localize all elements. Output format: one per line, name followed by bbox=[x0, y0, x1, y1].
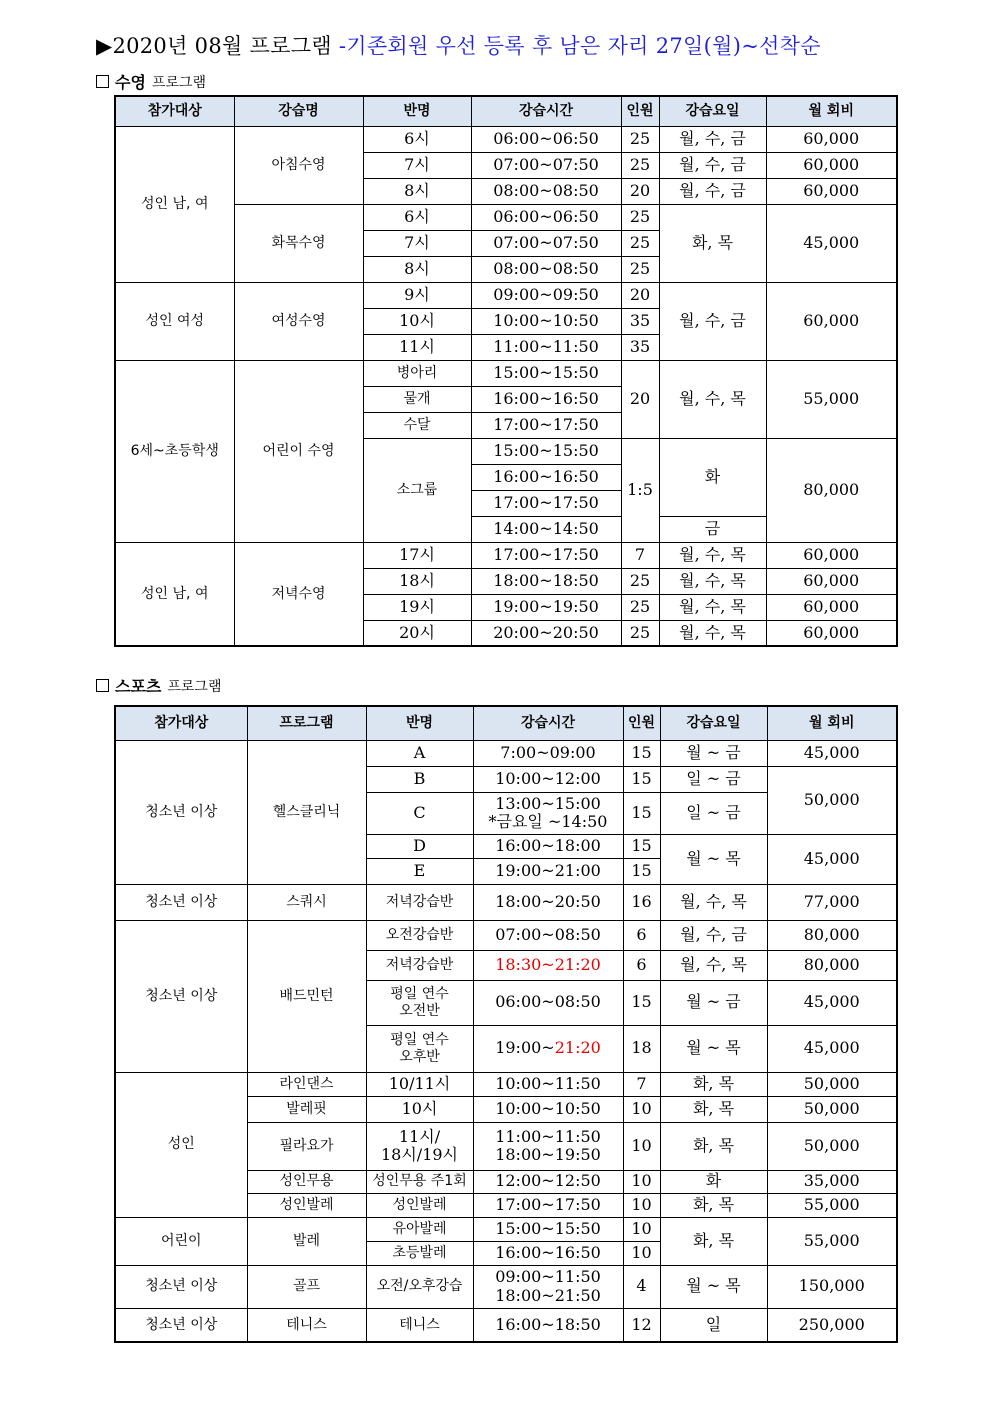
fee-cell: 250,000 bbox=[767, 1308, 897, 1342]
capacity-cell: 25 bbox=[621, 620, 659, 646]
class-cell: A bbox=[366, 740, 473, 766]
time-cell: 17:00~17:50 bbox=[471, 412, 621, 438]
sports-section-title bbox=[96, 674, 221, 697]
fee-cell: 60,000 bbox=[766, 126, 897, 152]
capacity-cell: 16 bbox=[623, 884, 660, 920]
capacity-cell: 1:5 bbox=[621, 438, 659, 542]
capacity-cell: 4 bbox=[623, 1265, 660, 1308]
days-cell: 화, 목 bbox=[660, 1193, 767, 1217]
header-cell: 월 회비 bbox=[766, 96, 897, 126]
time-cell: 19:00~19:50 bbox=[471, 594, 621, 620]
time-cell: 16:00~16:50 bbox=[473, 1241, 623, 1265]
capacity-cell: 15 bbox=[623, 834, 660, 858]
class-cell bbox=[366, 1122, 473, 1170]
fee-cell: 60,000 bbox=[766, 568, 897, 594]
fee-cell: 45,000 bbox=[767, 980, 897, 1025]
class-cell: 6시 bbox=[363, 126, 471, 152]
header-cell: 반명 bbox=[366, 706, 473, 740]
capacity-cell: 25 bbox=[621, 230, 659, 256]
capacity-cell: 7 bbox=[623, 1072, 660, 1096]
class-cell: 테니스 bbox=[366, 1308, 473, 1342]
class-cell: 18시 bbox=[363, 568, 471, 594]
class-cell: 11시 bbox=[363, 334, 471, 360]
target-cell: 성인 남, 여 bbox=[115, 542, 234, 646]
fee-cell: 45,000 bbox=[767, 834, 897, 884]
fee-cell: 60,000 bbox=[766, 542, 897, 568]
days-cell: 월, 수, 금 bbox=[659, 178, 766, 204]
time-cell: 15:00~15:50 bbox=[471, 438, 621, 464]
fee-cell: 80,000 bbox=[767, 920, 897, 950]
fee-cell: 77,000 bbox=[767, 884, 897, 920]
time-cell: 10:00~11:50 bbox=[473, 1072, 623, 1096]
target-cell: 청소년 이상 bbox=[115, 1308, 247, 1342]
table-row bbox=[115, 1072, 897, 1096]
program-cell: 여성수영 bbox=[234, 282, 363, 360]
time-cell bbox=[473, 1025, 623, 1072]
time-cell: 07:00~08:50 bbox=[473, 920, 623, 950]
target-cell: 성인 여성 bbox=[115, 282, 234, 360]
fee-cell: 45,000 bbox=[766, 204, 897, 282]
class-cell: C bbox=[366, 792, 473, 834]
class-cell bbox=[366, 980, 473, 1025]
class-cell: 20시 bbox=[363, 620, 471, 646]
table-row bbox=[115, 126, 897, 152]
program-cell: 필라요가 bbox=[247, 1122, 366, 1170]
capacity-cell: 20 bbox=[621, 360, 659, 438]
table-header-row bbox=[115, 706, 897, 740]
fee-cell: 50,000 bbox=[767, 1096, 897, 1122]
class-cell: 수달 bbox=[363, 412, 471, 438]
arrow-icon: ▶ bbox=[96, 34, 113, 58]
table-row bbox=[115, 1308, 897, 1342]
time-cell: 06:00~06:50 bbox=[471, 204, 621, 230]
header-cell: 강습요일 bbox=[659, 96, 766, 126]
days-cell: 일 bbox=[660, 1308, 767, 1342]
program-cell: 발레 bbox=[247, 1217, 366, 1265]
table-header-row bbox=[115, 96, 897, 126]
days-cell: 월, 수, 목 bbox=[660, 950, 767, 980]
capacity-cell: 15 bbox=[623, 740, 660, 766]
class-cell: 10시 bbox=[366, 1096, 473, 1122]
time-cell: 16:00~16:50 bbox=[471, 464, 621, 490]
time-cell: 17:00~17:50 bbox=[471, 542, 621, 568]
days-cell: 화, 목 bbox=[660, 1217, 767, 1265]
class-cell: 17시 bbox=[363, 542, 471, 568]
program-cell: 저녁수영 bbox=[234, 542, 363, 646]
class-line: 평일 연수 bbox=[390, 1032, 449, 1049]
time-cell: 12:00~12:50 bbox=[473, 1170, 623, 1193]
days-cell: 화, 목 bbox=[659, 204, 766, 282]
table-row bbox=[115, 920, 897, 950]
days-cell: 월 ~ 목 bbox=[660, 1265, 767, 1308]
table-row bbox=[115, 282, 897, 308]
class-cell: E bbox=[366, 858, 473, 884]
days-cell: 월, 수, 금 bbox=[659, 282, 766, 360]
class-cell: 저녁강습반 bbox=[366, 884, 473, 920]
fee-cell: 60,000 bbox=[766, 620, 897, 646]
target-cell: 성인 bbox=[115, 1072, 247, 1217]
capacity-cell: 10 bbox=[623, 1170, 660, 1193]
fee-cell: 55,000 bbox=[767, 1193, 897, 1217]
days-cell: 화, 목 bbox=[660, 1072, 767, 1096]
fee-cell: 60,000 bbox=[766, 178, 897, 204]
days-cell: 월, 수, 목 bbox=[659, 594, 766, 620]
class-cell bbox=[366, 1025, 473, 1072]
time-cell bbox=[473, 1122, 623, 1170]
table-row bbox=[115, 1217, 897, 1241]
class-cell: 19시 bbox=[363, 594, 471, 620]
capacity-cell: 10 bbox=[623, 1122, 660, 1170]
capacity-cell: 6 bbox=[623, 950, 660, 980]
class-line: 오전반 bbox=[399, 1002, 440, 1019]
class-line: 평일 연수 bbox=[390, 986, 449, 1003]
class-cell: 10시 bbox=[363, 308, 471, 334]
capacity-cell: 35 bbox=[621, 308, 659, 334]
checkbox-icon bbox=[96, 679, 109, 692]
class-cell: 성인발레 bbox=[366, 1193, 473, 1217]
capacity-cell: 15 bbox=[623, 792, 660, 834]
capacity-cell: 15 bbox=[623, 980, 660, 1025]
time-cell: 07:00~07:50 bbox=[471, 152, 621, 178]
target-cell: 성인 남, 여 bbox=[115, 126, 234, 282]
header-cell: 강습시간 bbox=[473, 706, 623, 740]
header-cell: 강습명 bbox=[234, 96, 363, 126]
class-line: 11시/ bbox=[398, 1126, 441, 1146]
heading-note: -기존회원 우선 등록 후 남은 자리 27일(월)~선착순 bbox=[338, 34, 821, 58]
class-cell: 7시 bbox=[363, 230, 471, 256]
time-cell: 06:00~08:50 bbox=[473, 980, 623, 1025]
time-cell bbox=[473, 1265, 623, 1308]
days-cell: 월, 수, 금 bbox=[660, 920, 767, 950]
time-cell: 7:00~09:00 bbox=[473, 740, 623, 766]
capacity-cell: 10 bbox=[623, 1193, 660, 1217]
capacity-cell: 25 bbox=[621, 204, 659, 230]
capacity-cell: 20 bbox=[621, 178, 659, 204]
time-cell: 17:00~17:50 bbox=[473, 1193, 623, 1217]
target-cell: 6세~초등학생 bbox=[115, 360, 234, 542]
target-cell: 청소년 이상 bbox=[115, 884, 247, 920]
header-cell: 인원 bbox=[623, 706, 660, 740]
program-cell: 배드민턴 bbox=[247, 920, 366, 1072]
fee-cell: 55,000 bbox=[767, 1217, 897, 1265]
time-cell bbox=[473, 792, 623, 834]
time-cell: 18:30~21:20 bbox=[473, 950, 623, 980]
table-row bbox=[115, 1265, 897, 1308]
capacity-cell: 10 bbox=[623, 1096, 660, 1122]
fee-cell: 35,000 bbox=[767, 1170, 897, 1193]
time-cell: 15:00~15:50 bbox=[471, 360, 621, 386]
fee-cell: 50,000 bbox=[767, 1072, 897, 1096]
days-cell: 월 ~ 금 bbox=[660, 740, 767, 766]
days-cell: 화 bbox=[660, 1170, 767, 1193]
swim-section-title bbox=[96, 70, 206, 93]
target-cell: 청소년 이상 bbox=[115, 1265, 247, 1308]
time-cell: 18:00~20:50 bbox=[473, 884, 623, 920]
time-cell: 08:00~08:50 bbox=[471, 178, 621, 204]
heading-title: 2020년 08월 프로그램 bbox=[112, 34, 339, 58]
time-cell: 08:00~08:50 bbox=[471, 256, 621, 282]
page-heading bbox=[96, 30, 821, 60]
days-cell: 화, 목 bbox=[660, 1122, 767, 1170]
checkbox-icon bbox=[96, 75, 109, 88]
fee-cell: 45,000 bbox=[767, 1025, 897, 1072]
header-cell: 참가대상 bbox=[115, 96, 234, 126]
class-cell: 7시 bbox=[363, 152, 471, 178]
capacity-cell: 25 bbox=[621, 126, 659, 152]
header-cell: 인원 bbox=[621, 96, 659, 126]
capacity-cell: 25 bbox=[621, 152, 659, 178]
program-cell: 어린이 수영 bbox=[234, 360, 363, 542]
time-cell: 10:00~10:50 bbox=[473, 1096, 623, 1122]
days-cell: 금 bbox=[659, 516, 766, 542]
program-cell: 헬스클리닉 bbox=[247, 740, 366, 884]
fee-cell: 50,000 bbox=[767, 766, 897, 834]
days-cell: 월, 수, 금 bbox=[659, 126, 766, 152]
time-cell: 11:00~11:50 bbox=[471, 334, 621, 360]
capacity-cell: 25 bbox=[621, 594, 659, 620]
target-cell: 어린이 bbox=[115, 1217, 247, 1265]
program-cell: 아침수영 bbox=[234, 126, 363, 204]
class-cell: 저녁강습반 bbox=[366, 950, 473, 980]
program-cell: 성인발레 bbox=[247, 1193, 366, 1217]
section-name: 스포츠 bbox=[115, 677, 162, 696]
capacity-cell: 6 bbox=[623, 920, 660, 950]
class-cell: 병아리 bbox=[363, 360, 471, 386]
header-cell: 강습시간 bbox=[471, 96, 621, 126]
target-cell: 청소년 이상 bbox=[115, 920, 247, 1072]
fee-cell: 45,000 bbox=[767, 740, 897, 766]
class-cell: B bbox=[366, 766, 473, 792]
fee-cell: 80,000 bbox=[767, 950, 897, 980]
header-cell: 참가대상 bbox=[115, 706, 247, 740]
class-line: 오후반 bbox=[399, 1048, 440, 1065]
capacity-cell: 20 bbox=[621, 282, 659, 308]
table-row bbox=[115, 360, 897, 386]
fee-cell: 150,000 bbox=[767, 1265, 897, 1308]
program-cell: 테니스 bbox=[247, 1308, 366, 1342]
class-cell: 소그룹 bbox=[363, 438, 471, 542]
target-cell: 청소년 이상 bbox=[115, 740, 247, 884]
fee-cell: 55,000 bbox=[766, 360, 897, 438]
days-cell: 월, 수, 목 bbox=[659, 360, 766, 438]
class-cell: 10/11시 bbox=[366, 1072, 473, 1096]
time-cell: 17:00~17:50 bbox=[471, 490, 621, 516]
days-cell: 화 bbox=[659, 438, 766, 516]
days-cell: 월, 수, 목 bbox=[660, 884, 767, 920]
days-cell: 월 ~ 금 bbox=[660, 980, 767, 1025]
capacity-cell: 10 bbox=[623, 1217, 660, 1241]
time-start: 19:00~ bbox=[495, 1038, 555, 1058]
class-line: 18시/19시 bbox=[380, 1145, 459, 1164]
header-cell: 월 회비 bbox=[767, 706, 897, 740]
capacity-cell: 15 bbox=[623, 766, 660, 792]
time-line: 13:00~15:00 bbox=[495, 793, 601, 813]
days-cell: 화, 목 bbox=[660, 1096, 767, 1122]
days-cell: 일 ~ 금 bbox=[660, 766, 767, 792]
time-cell: 09:00~09:50 bbox=[471, 282, 621, 308]
class-cell: 오전/오후강습 bbox=[366, 1265, 473, 1308]
days-cell: 월, 수, 목 bbox=[659, 568, 766, 594]
class-cell: 성인무용 주1회 bbox=[366, 1170, 473, 1193]
header-cell: 강습요일 bbox=[660, 706, 767, 740]
program-cell: 라인댄스 bbox=[247, 1072, 366, 1096]
capacity-cell: 15 bbox=[623, 858, 660, 884]
time-cell: 06:00~06:50 bbox=[471, 126, 621, 152]
sports-program-table bbox=[114, 705, 898, 1343]
capacity-cell: 12 bbox=[623, 1308, 660, 1342]
days-cell: 월, 수, 목 bbox=[659, 620, 766, 646]
class-cell: 8시 bbox=[363, 256, 471, 282]
capacity-cell: 10 bbox=[623, 1241, 660, 1265]
swim-program-table bbox=[114, 95, 898, 647]
class-cell: D bbox=[366, 834, 473, 858]
capacity-cell: 25 bbox=[621, 568, 659, 594]
section-suffix: 프로그램 bbox=[167, 678, 222, 695]
time-line: 18:00~19:50 bbox=[495, 1145, 601, 1164]
days-cell: 월, 수, 목 bbox=[659, 542, 766, 568]
fee-cell: 60,000 bbox=[766, 152, 897, 178]
program-cell: 스쿼시 bbox=[247, 884, 366, 920]
class-cell: 초등발레 bbox=[366, 1241, 473, 1265]
time-cell: 10:00~12:00 bbox=[473, 766, 623, 792]
program-cell: 화목수영 bbox=[234, 204, 363, 282]
time-line: 09:00~11:50 bbox=[495, 1267, 601, 1287]
time-end: 21:20 bbox=[554, 1038, 601, 1058]
days-cell: 일 ~ 금 bbox=[660, 792, 767, 834]
time-cell: 20:00~20:50 bbox=[471, 620, 621, 646]
fee-cell: 60,000 bbox=[766, 594, 897, 620]
header-cell: 프로그램 bbox=[247, 706, 366, 740]
days-cell: 월, 수, 금 bbox=[659, 152, 766, 178]
capacity-cell: 25 bbox=[621, 256, 659, 282]
table-row bbox=[115, 884, 897, 920]
class-cell: 유아발레 bbox=[366, 1217, 473, 1241]
time-cell: 14:00~14:50 bbox=[471, 516, 621, 542]
class-cell: 오전강습반 bbox=[366, 920, 473, 950]
fee-cell: 80,000 bbox=[766, 438, 897, 542]
section-name: 수영 bbox=[115, 73, 146, 92]
days-cell: 월 ~ 목 bbox=[660, 834, 767, 884]
time-cell: 16:00~18:00 bbox=[473, 834, 623, 858]
time-cell: 15:00~15:50 bbox=[473, 1217, 623, 1241]
header-cell: 반명 bbox=[363, 96, 471, 126]
fee-cell: 50,000 bbox=[767, 1122, 897, 1170]
capacity-cell: 7 bbox=[621, 542, 659, 568]
time-cell: 07:00~07:50 bbox=[471, 230, 621, 256]
section-suffix: 프로그램 bbox=[151, 74, 207, 91]
class-cell: 6시 bbox=[363, 204, 471, 230]
days-cell: 월 ~ 목 bbox=[660, 1025, 767, 1072]
program-cell: 골프 bbox=[247, 1265, 366, 1308]
time-note: *금요일 ~14:50 bbox=[488, 812, 608, 831]
time-cell: 16:00~16:50 bbox=[471, 386, 621, 412]
time-cell: 19:00~21:00 bbox=[473, 858, 623, 884]
capacity-cell: 35 bbox=[621, 334, 659, 360]
time-cell: 10:00~10:50 bbox=[471, 308, 621, 334]
time-line: 18:00~21:50 bbox=[495, 1285, 601, 1305]
class-cell: 물개 bbox=[363, 386, 471, 412]
class-cell: 8시 bbox=[363, 178, 471, 204]
table-row bbox=[115, 542, 897, 568]
capacity-cell: 18 bbox=[623, 1025, 660, 1072]
class-cell: 9시 bbox=[363, 282, 471, 308]
program-cell: 발레핏 bbox=[247, 1096, 366, 1122]
table-row bbox=[115, 740, 897, 766]
time-line: 11:00~11:50 bbox=[495, 1126, 601, 1146]
program-cell: 성인무용 bbox=[247, 1170, 366, 1193]
fee-cell: 60,000 bbox=[766, 282, 897, 360]
time-cell: 16:00~18:50 bbox=[473, 1308, 623, 1342]
time-cell: 18:00~18:50 bbox=[471, 568, 621, 594]
